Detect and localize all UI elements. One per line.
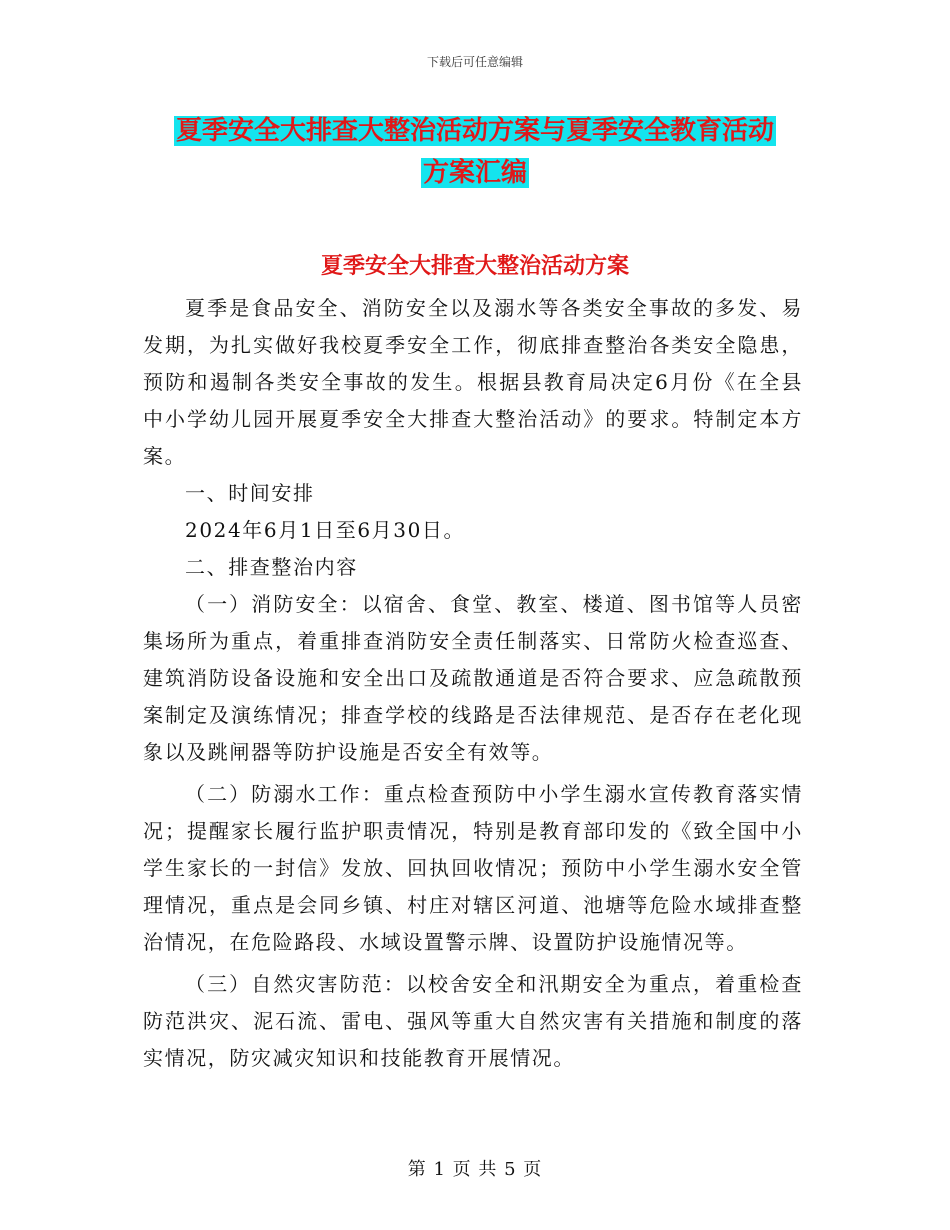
intro-paragraph: 夏季是食品安全、消防安全以及溺水等各类安全事故的多发、易发期，为扎实做好我校夏季安全工作，彻底排查整治各类安全隐患，预防和遏制各类安全事故的发生。根据县教育局决定6月份《在全县中小学幼儿园开展夏季安全大排查大整治活动》的要求。特制定本方案。 xyxy=(143,296,803,468)
drowning-prevention-paragraph: （二）防溺水工作：重点检查预防中小学生溺水宣传教育落实情况；提醒家长履行监护职责情况，特别是教育部印发的《致全国中小学生家长的一封信》发放、回执回收情况；预防中小学生溺水安全管理情况，重点是会同乡镇、村庄对辖区河道、池塘等危险水域排查整治情况，在危险路段、水域设置警示牌、设置防护设施情况等。 xyxy=(143,782,803,954)
document-body xyxy=(143,290,803,1077)
header-note: 下载后可任意编辑 xyxy=(426,55,523,69)
time-range-paragraph: 2024年6月1日至6月30日。 xyxy=(185,518,466,542)
heading-inspection-content: 二、排查整治内容 xyxy=(185,555,358,579)
fire-safety-paragraph: （一）消防安全：以宿舍、食堂、教室、楼道、图书馆等人员密集场所为重点，着重排查消防安全责任制落实、日常防火检查巡查、建筑消防设备设施和安全出口及疏散通道是否符合要求、应急疏散预案制定及演练情况；排查学校的线路是否法律规范、是否存在老化现象以及跳闸器等防护设施是否安全有效等。 xyxy=(143,592,803,764)
document-title xyxy=(140,110,810,194)
section-title: 夏季安全大排查大整治活动方案 xyxy=(320,254,629,279)
disaster-prevention-paragraph: （三）自然灾害防范：以校舍安全和汛期安全为重点，着重检查防范洪灾、泥石流、雷电、强风等重大自然灾害有关措施和制度的落实情况，防灾减灾知识和技能教育开展情况。 xyxy=(143,972,803,1070)
document-title-line-2: 方案汇编 xyxy=(422,158,527,188)
heading-time-arrangement: 一、时间安排 xyxy=(185,481,315,505)
page-footer: 第 1 页 共 5 页 xyxy=(407,1159,543,1180)
document-title-line-1: 夏季安全大排查大整治活动方案与夏季安全教育活动 xyxy=(175,116,774,146)
